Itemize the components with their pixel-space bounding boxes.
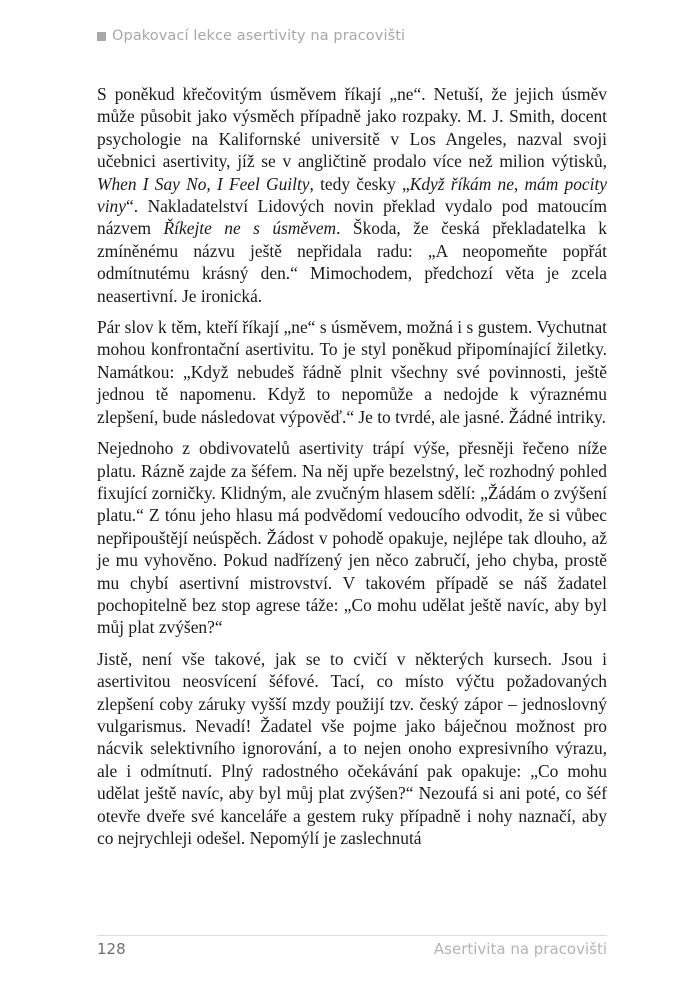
text-segment: , tedy česky „ [309, 173, 410, 194]
page-number: 128 [97, 940, 126, 958]
body-text [97, 83, 607, 858]
text-segment: S poněkud křečovitým úsměvem říkají „ne“. Netuší, že jejich úsměv může působit jako výsměch případně jako rozpaky. M. J. Smith, docent psychologie na Kalifornské universitě v Los Angeles, nazval svoji učebnici asertivity, jíž se v angličtině prodalo více než milion výtisků, [97, 84, 607, 172]
italic-title-text: Když říkám ne, mám pocity viny [97, 173, 607, 217]
footer-book-title: Asertivita na pracovišti [433, 940, 607, 958]
text-segment: Jistě, není vše takové, jak se to cvičí v některých kursech. Jsou i asertivitou neosvícení šéfové. Tací, co místo výčtu požadovaných zlepšení coby záruky vyšší mzdy použijí tzv. český zápor – jednoslovný vulgarismus. Nevadí! Žadatel vše pojme jako báječnou možnost pro nácvik selektivního ignorování, a to nejen onoho expresivního výrazu, ale i odmítnutí. Plný radostného očekávání pak opakuje: „Co mohu udělat ještě navíc, aby byl můj plat zvýšen?“ Nezoufá si ani poté, co šéf otevře dveře své kanceláře a gestem ruky případně i nohy naznačí, aby co nejrychleji odešel. Nepomýlí je zaslechnutá [97, 648, 607, 848]
text-segment: Nejednoho z obdivovatelů asertivity trápí výše, přesněji řečeno níže platu. Rázně zajde za šéfem. Na něj upře bezelstný, leč rozhodný pohled fixující zorničky. Klidným, ale zvučným hlasem sdělí: „Žádám o zvýšení platu.“ Z tónu jeho hlasu má podvědomí vedoucího odvodit, že si vůbec nepřipouštějí neúspěch. Žádost v pohodě opakuje, nejlépe tak dlouho, až je mu vyhověno. Pokud nadřízený jen něco zabručí, jeho chyba, prostě mu chybí asertivní mistrovství. V takovém případě se náš žadatel pochopitelně bez stop agrese táže: „Co mohu udělat ještě navíc, aby byl můj plat zvýšen?“ [97, 438, 607, 638]
italic-title-text: Říkejte ne s úsměvem [163, 218, 337, 239]
paragraph [97, 648, 607, 850]
footer-divider [97, 935, 607, 936]
text-segment: Pár slov k těm, kteří říkají „ne“ s úsměvem, možná i s gustem. Vychutnat mohou konfrontační asertivitu. To je styl poněkud připomínající žiletky. Namátkou: „Když nebudeš řádně plnit všechny své povinnosti, ještě jednou tě napomenu. Když to nepomůže a nedojde k výraznému zlepšení, bude následovat výpověď.“ Je to tvrdé, ale jasné. Žádné intriky. [97, 317, 607, 427]
paragraph [97, 316, 607, 428]
paragraph [97, 437, 607, 639]
paragraph [97, 83, 607, 307]
square-bullet-icon [97, 32, 106, 41]
text-segment: “. Nakladatelství Lidových novin překlad vydalo pod matoucím názvem [97, 196, 607, 239]
italic-title-text: When I Say No, I Feel Guilty [97, 173, 310, 194]
running-head [97, 28, 405, 44]
text-segment: . Škoda, že česká překladatelka k zmíněnému názvu ještě nepřidala radu: „A neopomeňte popřát odmítnutému krásný den.“ Mimochodem, předchozí věta je zcela neasertivní. Je ironická. [97, 218, 608, 306]
section-title: Opakovací lekce asertivity na pracovišti [112, 28, 406, 44]
